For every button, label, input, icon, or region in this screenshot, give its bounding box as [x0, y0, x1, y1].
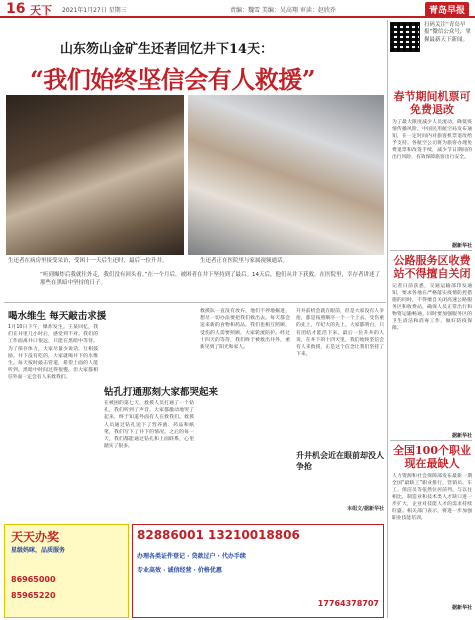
qr-code-icon — [390, 22, 420, 52]
column-body-3: 救援队一直没有放弃，他们不停地掘进，想尽一切办法要把我们救出去。每天都会送来新的食物和药品。我们也相互照顾，受伤的人需要照顾，大家轮流陪护。经过十四天的等待，我们终于被救出井外，重新见到了阳光和家人。 — [200, 309, 290, 350]
sidebar-story1-body: 为了最大限度减少人员流动，降低疫情传播风险，中国民用航空局发布通知，在一定时间内对旅客机票退改给予支持。各航空公司将为旅客办理免费退票和改签手续，减少节日期间的出行风险，有效保障旅客出行安全。 — [392, 120, 472, 160]
divider — [4, 302, 386, 303]
sidebar-story1-title: 春节期间机票可免费退改 — [393, 90, 471, 117]
column-source: 本组文/据新华社 — [347, 506, 384, 512]
advertisement-left[interactable] — [4, 524, 129, 618]
newspaper-logo: 青岛早报 — [425, 2, 469, 17]
qr-caption: 扫码关注“青岛早报”微信公众号，掌握最新天下新闻。 — [424, 22, 471, 43]
ad-right-title: 82886001 13210018806 — [137, 528, 300, 542]
column-body-1: 1月10日下午，爆炸发生。王某回忆，我们在井里几小时后，感觉到不对。我们的工作面离井口很远，只能在黑暗中等待。为了保存体力，大家尽量少说话，互相鼓励。井下没有吃的，大家就喝井下的水维生。每天按时敲击管道，希望上面的人能听到。黑暗中时间过得很慢，但大家都相信外面一定会有人来救我们。 — [8, 325, 98, 381]
sidebar-story2-source: 据新华社 — [451, 433, 472, 439]
photo-caption-left: 生还者在病房里接受采访，受困十一天后生还时，最后一位升井。 — [8, 258, 168, 264]
ad-right-line-1: 办理各类证件登记 · 贷款过户 · 代办手续 — [137, 553, 246, 560]
page-number: 16 — [6, 1, 26, 17]
section-name: 天下 — [30, 4, 52, 17]
column-body-2: 在被困的第七天，救援人员打通了一个钻孔，我们听到了声音。大家都激动地哭了起来，终于知道外面有人在救我们。救援人员通过钻孔送下了营养液、药品和纸笔，我们写下了井下的情况。之后的每一天，我们都能通过钻孔和上面联系，心里踏实了很多。 — [104, 401, 194, 450]
ad-right-phone: 17764378707 — [317, 599, 379, 608]
photo-survivor-interview — [6, 95, 184, 255]
ad-left-phone-1: 86965000 — [11, 575, 56, 584]
sidebar-divider — [387, 20, 388, 618]
sidebar-story3-source: 据新华社 — [451, 605, 472, 611]
headline-subtitle: 山东笏山金矿生还者回忆井下14天： — [60, 42, 274, 57]
issue-date: 2021年1月27日 星期三 — [62, 7, 127, 14]
ad-right-line-2: 专业高效 · 诚信经营 · 价格优惠 — [137, 567, 222, 574]
photo-survivor-hospital — [188, 95, 384, 255]
column-body-4: 升井前机会就在眼前，但是大家没有人争抢，都是按照顺序一个一个上去。受伤重的先上，年纪大的先上。大家都明白，只有团结才能活下来。最后一位升井的人说，在井下的十四天里，我们始终坚信会有人来救援，正是这个信念让我们坚持了下来。 — [296, 309, 384, 358]
photo-caption-right: 生还者正在医院里与家属视频通话。 — [200, 258, 289, 264]
advertisement-right[interactable] — [132, 524, 384, 618]
ad-left-phone-2: 85965220 — [11, 591, 56, 600]
masthead — [0, 0, 475, 18]
lead-paragraph: “听到爆炸后我就往外走，我们没有回头看。”在一个月后，被困者在井下坚持到了最后。14天后，他们从井下获救。在医院里，幸存者讲述了那些在黑暗中坚持的日子。 — [40, 272, 380, 286]
ad-left-title: 天天办奖 — [11, 530, 60, 544]
ad-left-subtitle: 星级妈咪，品质服务 — [11, 547, 66, 554]
headline-main: “我们始终坚信会有人救援” — [30, 65, 316, 94]
editor-credits: 责编：魏雪 美编：吴高翔 审读：赵欣乔 — [230, 7, 336, 14]
sidebar-story3-body: 人力资源和社会保障部发布最新一期全国“最缺工”职业排行，营销员、车工、保洁员等依然位居前列。与以往相比，制造业和技术类人才缺口进一步扩大，企业对技能人才的需求持续旺盛。相关部门表示，将进一步加强职业技能培训。 — [392, 474, 472, 521]
sidebar-story1-source: 据新华社 — [451, 243, 472, 249]
column-heading-1: 喝水维生 每天敲击求援 — [8, 311, 107, 322]
sidebar-divider-1 — [390, 250, 472, 251]
column-heading-4: 升井机会近在眼前却没人争抢 — [296, 450, 384, 471]
sidebar-divider-2 — [390, 440, 472, 441]
sidebar-story2-body: 记者日前获悉，交通运输部印发通知，要求各地在严格落实疫情防控措施的同时，不得擅自关闭高速公路服务区和收费站，确保人员正常出行和物资运输畅通。同时要加强服务区的卫生清洁和消毒工作，做好防疫保障。 — [392, 284, 472, 331]
column-heading-2: 钻孔打通那刻大家都哭起来 — [104, 387, 219, 398]
sidebar-story3-title: 全国100个职业现在最缺人 — [393, 444, 471, 471]
sidebar-story2-title: 公路服务区收费站不得擅自关闭 — [393, 254, 471, 281]
